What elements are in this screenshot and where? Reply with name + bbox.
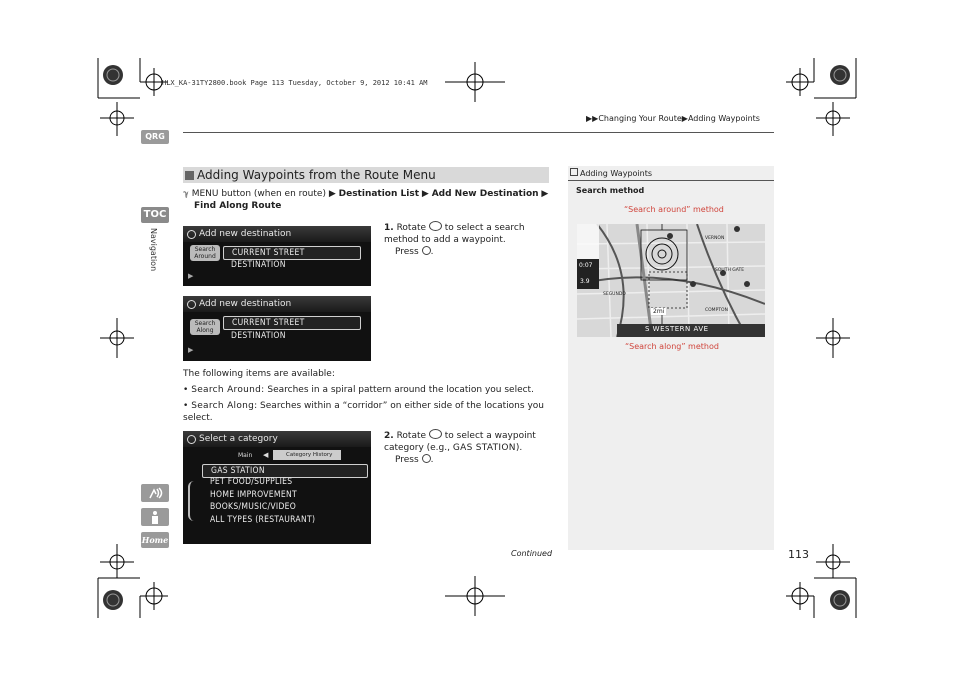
menu-path-prefix: MENU button (when en route) — [191, 189, 326, 199]
category-item[interactable]: GAS STATION — [202, 464, 368, 478]
step-number: 1. — [384, 223, 394, 233]
print-header-line: HLX_KA-31TY2800.book Page 113 Tuesday, October 9, 2012 10:41 AM — [162, 79, 428, 87]
step-text: Rotate — [396, 223, 427, 233]
category-item[interactable]: BOOKS/MUSIC/VIDEO — [210, 502, 297, 512]
label-search-along: “Search along” method — [625, 342, 719, 351]
category-item[interactable]: PET FOOD/SUPPLIES — [210, 477, 293, 487]
section-title: Adding Waypoints from the Route Menu — [197, 168, 436, 182]
tab-category-history[interactable] — [263, 450, 341, 460]
step-text: . — [430, 455, 434, 465]
menu-path-add-new-destination: Add New Destination — [431, 189, 539, 199]
page-number: 113 — [788, 548, 809, 561]
info-icon — [149, 510, 161, 524]
tab-label: Category History — [286, 452, 333, 458]
map-street-name: S WESTERN AVE — [645, 325, 709, 333]
note-head — [570, 168, 652, 178]
tab-left-arrow-icon: ◀ — [263, 451, 269, 459]
home-icon: Home — [141, 535, 169, 545]
path-arrow-icon: ▶ — [541, 189, 549, 199]
section-vertical-label: Navigation — [149, 228, 158, 272]
step-text: ). — [515, 443, 523, 453]
scroll-arrow-icon: ▶ — [188, 346, 194, 354]
bullet-icon: • — [183, 385, 189, 395]
map-place-label: SOUTH GATE — [715, 268, 745, 273]
interface-dial-icon — [429, 429, 442, 439]
back-icon — [187, 230, 196, 239]
category-item[interactable]: HOME IMPROVEMENT — [210, 490, 297, 500]
items-intro: The following items are available: — [183, 369, 335, 379]
bullet-search-around — [183, 384, 543, 396]
step-text: to select a search method to add a waypoint. — [384, 223, 525, 245]
breadcrumb-arrow-icon: ▶▶ — [586, 114, 599, 123]
pill-line-2: Around — [194, 253, 216, 260]
screen-search-around — [183, 226, 371, 286]
enter-button-icon — [422, 454, 431, 463]
pill-line-1: Search — [194, 320, 216, 327]
label-search-around: “Search around” method — [624, 205, 724, 214]
search-around-pill[interactable] — [190, 245, 220, 261]
screen-search-along — [183, 296, 371, 361]
current-street-option[interactable]: CURRENT STREET — [223, 246, 361, 260]
qrg-button[interactable]: QRG — [141, 130, 169, 144]
screen-title — [183, 431, 371, 447]
bullet-desc: Searches in a spiral pattern around the location you select. — [267, 385, 534, 395]
bullet-desc: : Searches within a “corridor” on either side of the locations you select. — [183, 401, 544, 423]
bullet-search-along — [183, 400, 545, 424]
menu-button-icon: ℽ — [183, 189, 189, 198]
current-street-option[interactable]: CURRENT STREET — [223, 316, 361, 330]
interface-dial-icon — [429, 221, 442, 231]
destination-option[interactable]: DESTINATION — [231, 331, 286, 341]
back-icon — [187, 300, 196, 309]
bullet-icon: • — [183, 401, 189, 411]
step-1 — [384, 221, 552, 258]
note-subhead: Search method — [576, 186, 645, 195]
menu-path-find-along-route: Find Along Route — [194, 201, 282, 211]
header-rule — [183, 132, 774, 133]
continued-label: Continued — [511, 549, 553, 558]
tab-main[interactable]: Main — [238, 452, 253, 459]
map-distance: 3.9 — [580, 278, 590, 285]
category-item[interactable]: ALL TYPES (RESTAURANT) — [210, 515, 316, 525]
search-along-pill[interactable] — [190, 319, 220, 335]
pill-line-2: Along — [196, 327, 214, 334]
section-square-icon — [185, 171, 194, 180]
sidebar-note — [568, 166, 774, 550]
map-roads — [577, 224, 765, 337]
step-text: Press — [395, 455, 419, 465]
home-button[interactable] — [141, 532, 169, 548]
bullet-term: Search Along — [191, 401, 255, 411]
step-2 — [384, 429, 546, 466]
step-text: . — [430, 247, 434, 257]
screen-title — [183, 296, 371, 312]
navigation-map — [577, 224, 765, 337]
step-highlight: GAS STATION — [452, 443, 516, 453]
scroll-arrow-icon: ▶ — [188, 272, 194, 280]
destination-option[interactable]: DESTINATION — [231, 260, 286, 270]
map-place-label: COMPTON — [705, 308, 728, 313]
map-place-label: SEGUNDO — [603, 292, 626, 297]
step-text: Press — [395, 247, 419, 257]
step-text: Rotate — [396, 431, 427, 441]
step-text: to select a waypoint category (e.g., — [384, 431, 536, 453]
note-rule — [568, 180, 774, 181]
map-scale: 2mi — [653, 308, 665, 315]
menu-path — [183, 188, 553, 212]
toc-button[interactable]: TOC — [141, 207, 169, 223]
path-arrow-icon: ▶ — [421, 189, 429, 199]
breadcrumb-link-changing-route[interactable]: Changing Your Route — [598, 114, 682, 123]
back-icon — [187, 435, 196, 444]
voice-command-icon — [146, 486, 164, 500]
section-title-bar — [183, 167, 549, 183]
screen-title-text: Add new destination — [199, 229, 292, 239]
note-head-text: Adding Waypoints — [580, 169, 653, 178]
breadcrumb-arrow-icon: ▶ — [681, 114, 688, 123]
breadcrumb — [586, 114, 760, 123]
screen-title-text: Select a category — [199, 434, 278, 444]
step-number: 2. — [384, 431, 394, 441]
info-button[interactable] — [141, 508, 169, 526]
screen-select-category — [183, 431, 371, 544]
note-icon — [570, 168, 578, 176]
voice-command-button[interactable] — [141, 484, 169, 502]
scroll-indicator — [188, 481, 196, 521]
map-place-label: VERNON — [705, 236, 725, 241]
screen-title-text: Add new destination — [199, 299, 292, 309]
menu-path-destination-list: Destination List — [338, 189, 420, 199]
screen-title — [183, 226, 371, 242]
bullet-term: Search Around: — [191, 385, 265, 395]
enter-button-icon — [422, 246, 431, 255]
pill-line-1: Search — [194, 246, 216, 253]
map-time: 0:07 — [579, 262, 593, 269]
path-arrow-icon: ▶ — [328, 189, 336, 199]
breadcrumb-current: Adding Waypoints — [687, 114, 760, 123]
